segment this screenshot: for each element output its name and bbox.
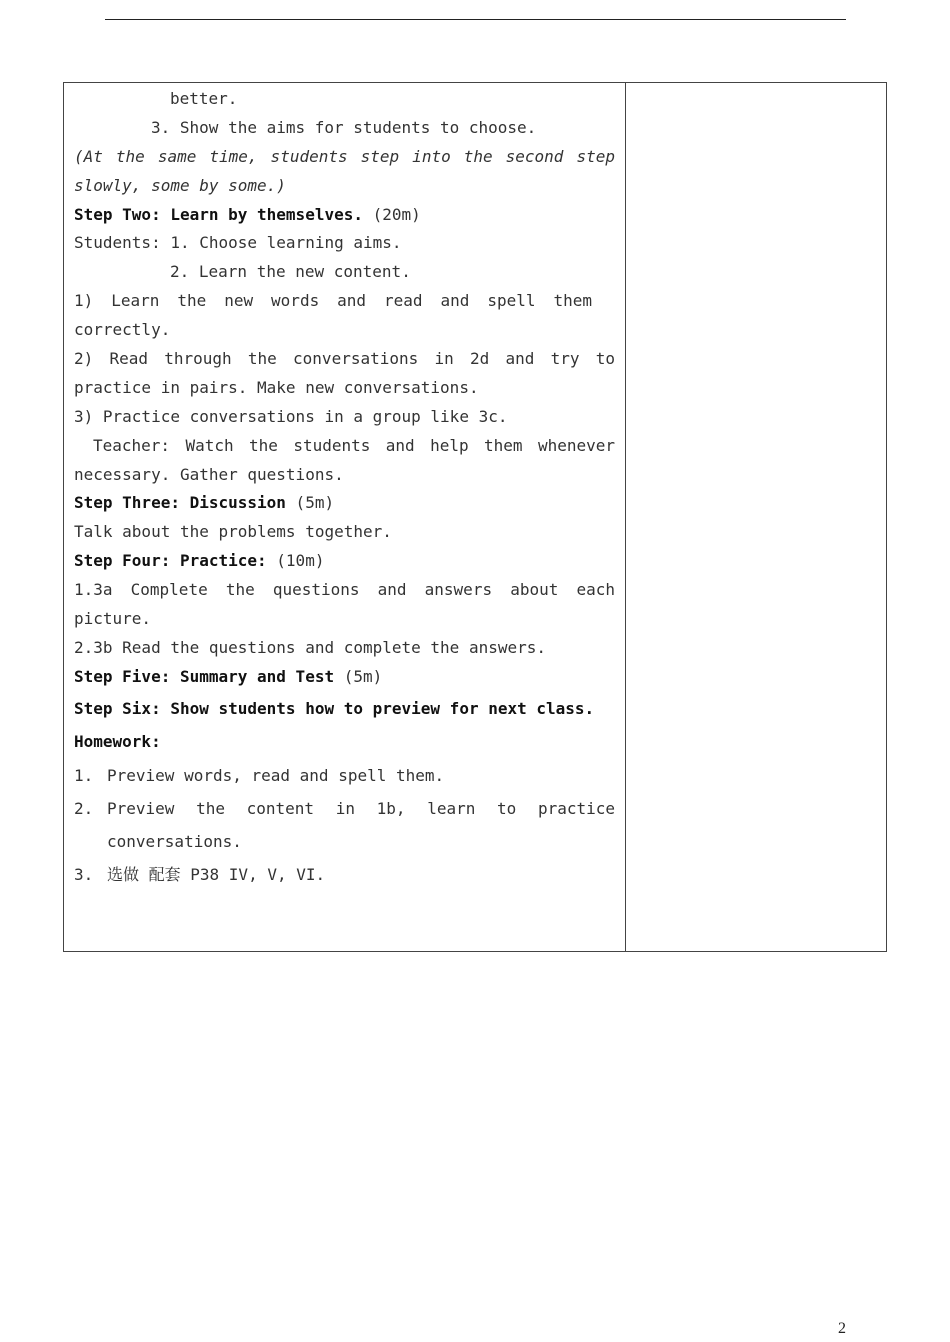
step-six-heading: Step Six: Show students how to preview for next class. [74,698,595,718]
step-duration: (5m) [334,666,383,686]
homework-heading: Homework: [74,732,161,752]
homework-item [74,792,615,825]
homework-number: 3. [74,864,94,884]
text-line: 2) Read through the conversations in 2d and try to [74,349,615,369]
note-line: (At the same time, students step into the second step [74,146,615,166]
step-five-heading [74,663,615,692]
homework-text: 选做 配套 P38 IV, V, VI. [107,864,326,884]
homework-item [74,759,615,792]
text-line: better. [170,89,238,108]
step-four-heading [74,547,615,576]
homework-text: Preview the content in 1b, learn to practice [107,798,615,818]
text-line: Students: 1. Choose learning aims. [74,233,402,253]
homework-number: 1. [74,765,94,785]
text-line: picture. [74,609,152,629]
text-line: practice in pairs. Make new conversations. [74,377,479,397]
step-three-heading [74,489,615,518]
step-duration: (5m) [285,493,335,513]
homework-text: Preview words, read and spell them. [107,765,445,785]
note-line: slowly, some by some.) [74,175,286,195]
homework-item [74,858,615,891]
header-rule [105,19,846,20]
homework-continuation: conversations. [107,831,242,851]
column-divider [625,83,626,951]
lesson-plan-table [63,82,887,952]
step-title: Step Five: Summary and Test [74,666,335,686]
text-line: Teacher: Watch the students and help them whenever [93,435,615,455]
text-line: 3. Show the aims for students to choose. [151,117,537,137]
text-line: 1) Learn the new words and read and spell them [74,291,592,311]
procedure-cell [74,85,615,891]
step-duration: (20m) [362,204,421,224]
text-line: 2. Learn the new content. [170,262,411,282]
step-two-heading [74,201,615,230]
text-line: necessary. Gather questions. [74,464,344,484]
page-number: 2 [838,1320,846,1337]
text-line: 2.3b Read the questions and complete the answers. [74,637,547,657]
text-line: Talk about the problems together. [74,522,392,542]
step-title: Step Four: Practice: [74,551,267,571]
text-line: correctly. [74,320,171,340]
text-line: 3) Practice conversations in a group like 3c. [74,406,508,426]
step-duration: (10m) [266,551,325,571]
step-title: Step Two: Learn by themselves. [74,204,363,224]
text-line: 1.3a Complete the questions and answers about each [74,580,615,600]
homework-number: 2. [74,798,94,818]
step-title: Step Three: Discussion [74,493,286,513]
